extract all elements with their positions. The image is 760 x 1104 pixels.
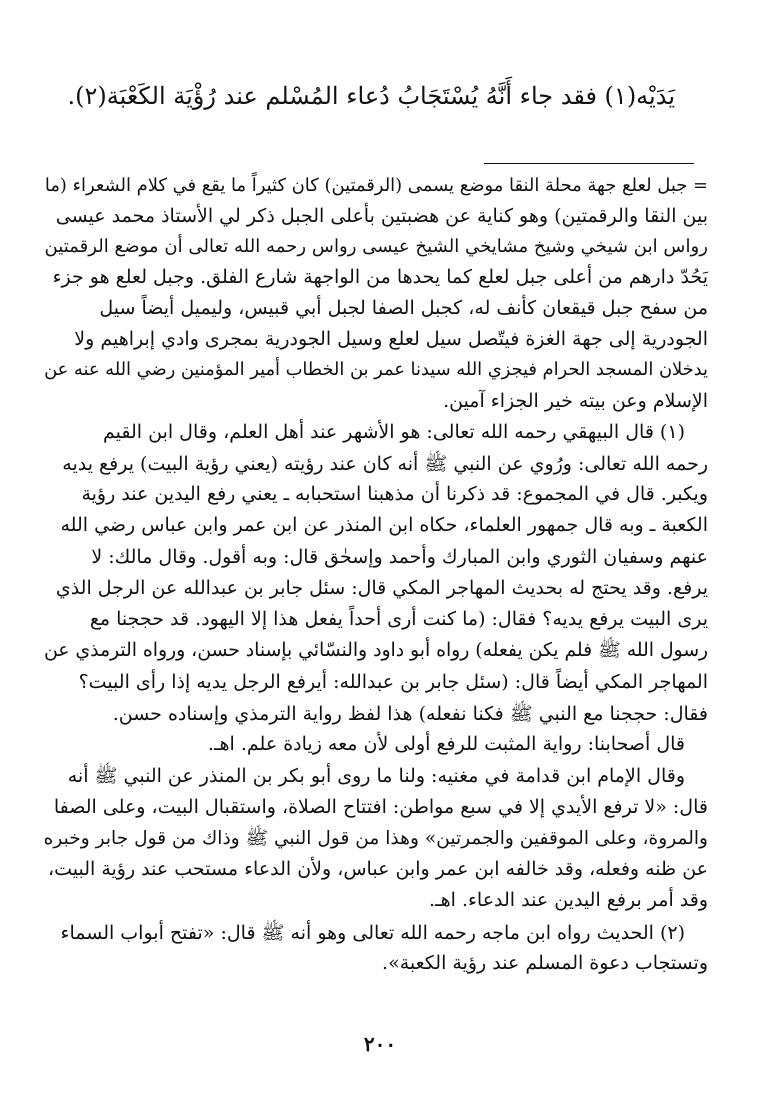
footnote-line: (٢) الحديث رواه ابن ماجه رحمه الله تعالى وهو أنه ﷺ قال: «تفتح أبواب السماء <box>60 922 685 944</box>
footnote-line: الإسلام وعن بيته خير الجزاء آمين. <box>443 390 708 412</box>
page-number: ٢٠٠ <box>363 1032 397 1056</box>
footnote-line: وتستجاب دعوة المسلم عند رؤية الكعبة». <box>382 952 708 974</box>
footnote-line: يرى البيت يرفع يديه؟ فقال: (ما كنت أرى أحداً يفعل هذا إلا اليهود. قد حججنا مع <box>89 608 708 630</box>
footnote-line: وقال الإمام ابن قدامة في مغنيه: ولنا ما روى أبو بكر بن المنذر عن النبي ﷺ أنه <box>67 765 685 787</box>
footnote-line: وقد أمر برفع اليدين عند الدعاء. اهـ. <box>429 889 708 911</box>
footnote-line: ويكبر. قال في المجموع: قد ذكرنا أن مذهبنا استحبابه ـ يعني رفع اليدين عند رؤية <box>81 483 708 505</box>
main-text-line: يَدَيْه(١) فقد جاء أَنَّهُ يُسْتَجَابُ دُعاء المُسْلم عند رُؤْيَة الكَعْبَة(٢). <box>67 82 675 110</box>
footnote-line: رواس ابن شيخي وشيخ مشايخي الشيخ عيسى رواس رحمه الله تعالى أن موضع الرقمتين <box>44 236 708 257</box>
footnote-line: = جبل لعلع جهة محلة النقا موضع يسمى (الرقمتين) كان كثيراً ما يقع في كلام الشعراء (ما <box>44 175 708 196</box>
footnote-line: يدخلان المسجد الحرام فيجزي الله سيدنا عمر بن الخطاب أمير المؤمنين رضي الله عنه عن <box>44 359 708 380</box>
footnote-line: رسول الله ﷺ فلم يكن يفعله) رواه أبو داود والنسّائي بإسناد حسن، ورواه الترمذي عن <box>43 640 708 661</box>
footnote-line: الكعبة ـ وبه قال جمهور العلماء، حكاه ابن المنذر عن ابن عمر وابن عباس رضي الله <box>60 514 708 536</box>
footnote-line: فقال: حججنا مع النبي ﷺ فكنا نفعله) هذا لفظ رواية الترمذي وإسناده حسن. <box>112 703 708 725</box>
footnote-line: يَحُدّ دارهم من أعلى جبل لعلع كما يحدها من الواجهة شارع الفلق. وجبل لعلع هو جزء <box>52 266 708 288</box>
footnote-line: عنهم وسفيان الثوري وابن المبارك وأحمد وإسحٰق قال: وبه أقول. وقال مالك: لا <box>91 546 708 568</box>
footnote-line: من سفح جبل قيقعان كأنف له، كجبل الصفا لجبل أبي قبيس، وليميل أيضاً سيل <box>99 297 708 319</box>
footnote-line: عن ظنه وفعله، وقد خالفه ابن عمر وابن عباس، ولأن الدعاء مستحب عند رؤية البيت، <box>47 858 708 880</box>
footnote-line: الجودرية إلى جهة الغزة فيتّصل سيل لعلع وسيل الجودرية بمجرى وادي إبراهيم ولا <box>74 328 708 350</box>
footnote-line: بين النقا والرقمتين) وهو كناية عن هضبتين بأعلى الجبل ذكر لي الأستاذ محمد عيسى <box>55 205 708 227</box>
footnote-line: قال أصحابنا: رواية المثبت للرفع أولى لأن معه زيادة علم. اهـ. <box>207 733 685 755</box>
footnote-line: قال: «لا ترفع الأيدي إلا في سبع مواطن: افتتاح الصلاة، واستقبال البيت، وعلى الصفا <box>53 796 708 818</box>
footnote-line: (١) قال البيهقي رحمه الله تعالى: هو الأشهر عند أهل العلم، وقال ابن القيم <box>103 421 685 443</box>
footnote-separator <box>484 163 694 164</box>
footnote-line: والمروة، وعلى الموقفين والجمرتين» وهذا من قول النبي ﷺ وذاك من قول جابر وخبره <box>43 828 708 849</box>
footnote-line: رحمه الله تعالى: ورُوي عن النبي ﷺ أنه كان عند رؤيته (يعني رؤية البيت) يرفع يديه <box>62 453 708 475</box>
footnote-line: يرفع. وقد يحتج له بحديث المهاجر المكي قال: سئل جابر بن عبدالله عن الرجل الذي <box>55 577 708 599</box>
footnote-line: المهاجر المكي أيضاً قال: (سئل جابر بن عبدالله: أيرفع الرجل يديه إذا رأى البيت؟ <box>78 671 708 693</box>
